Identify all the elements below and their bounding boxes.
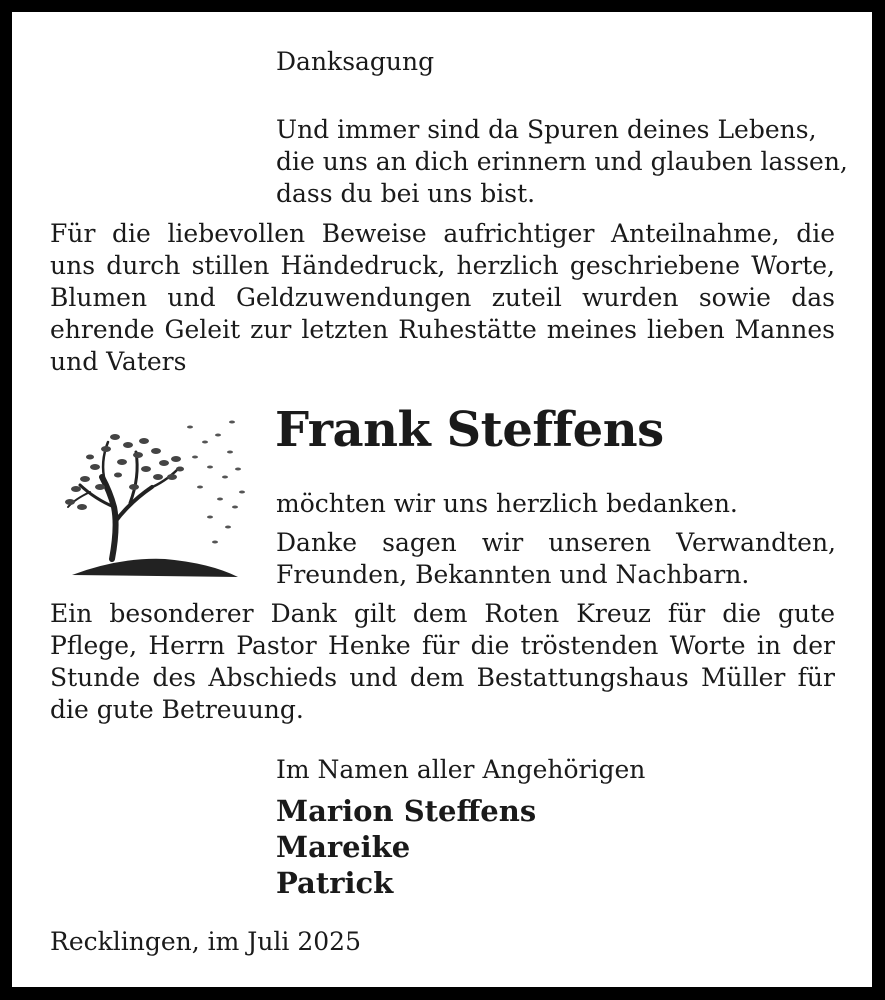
signer-name: Mareike [276, 830, 411, 864]
tree-in-wind-icon [60, 407, 250, 582]
poem-line: die uns an dich erinnern und glauben lassen, [276, 147, 848, 176]
poem-line: dass du bei uns bist. [276, 179, 536, 208]
poem-line: Und immer sind da Spuren deines Lebens, [276, 115, 817, 144]
behalf-line: Im Namen aller Angehörigen [276, 755, 646, 784]
signer-name: Marion Steffens [276, 794, 537, 828]
intro-text: Für die liebevollen Beweise aufrichtiger Anteilnahme, die uns durch stillen Händedruck, herzlich geschriebene Worte, Blumen und Geldzuwendungen zuteil wurden sowie das ehrende Geleit zur letzten Ruhestätte meines lieben Mannes und Vaters [50, 219, 835, 376]
obituary-card [12, 12, 872, 987]
deceased-name: Frank Steffens [275, 402, 664, 458]
special-thanks: Ein besonderer Dank gilt dem Roten Kreuz für die gute Pflege, Herrn Pastor Henke für die tröstenden Worte in der Stunde des Abschieds und dem Bestattungshaus Müller für die gute Betreuung. [50, 599, 835, 724]
poem [276, 114, 851, 210]
thanks-line: möchten wir uns herzlich bedanken. [276, 489, 738, 518]
signer-name: Patrick [276, 866, 394, 900]
signers [276, 793, 536, 901]
heading: Danksagung [276, 47, 435, 76]
thanks-family: Danke sagen wir unseren Verwandten, Freunden, Bekannten und Nachbarn. [276, 528, 836, 589]
place-date: Recklingen, im Juli 2025 [50, 927, 361, 956]
